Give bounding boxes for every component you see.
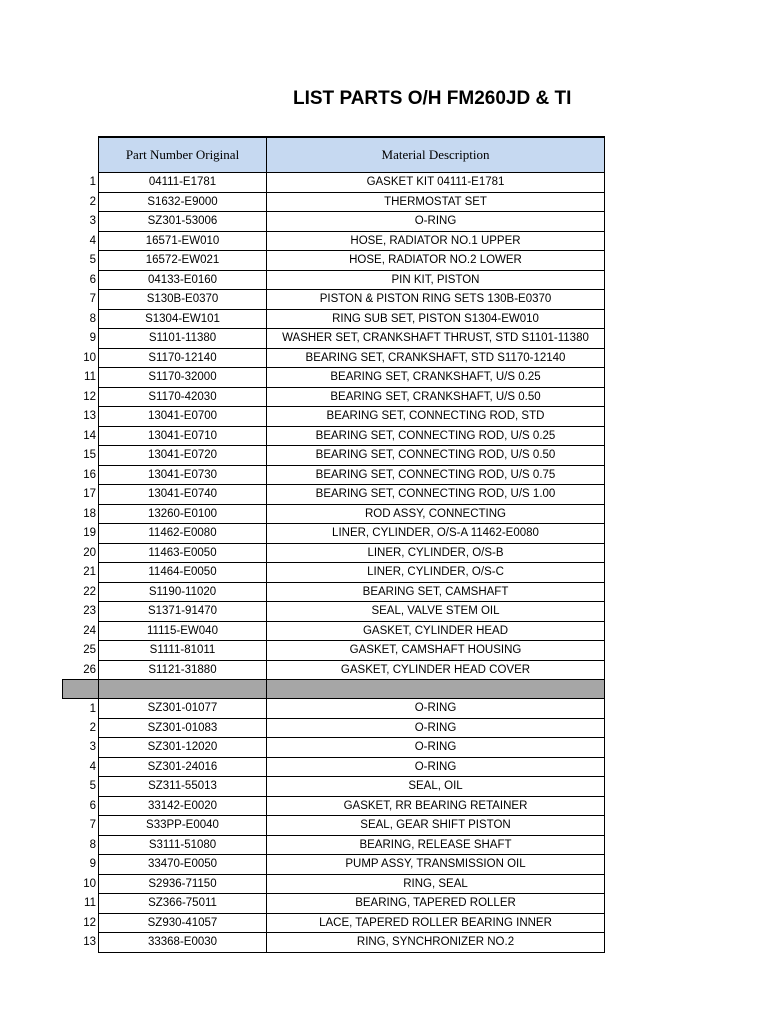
table-row [63, 718, 605, 738]
part-number-cell: S1170-32000 [99, 368, 267, 388]
description-cell: GASKET, CYLINDER HEAD COVER [267, 660, 605, 680]
row-number: 13 [63, 407, 99, 427]
table-row [63, 835, 605, 855]
row-number: 4 [63, 231, 99, 251]
table-row [63, 855, 605, 875]
row-number: 8 [63, 835, 99, 855]
part-number-cell: S1170-12140 [99, 348, 267, 368]
table-row [63, 738, 605, 758]
part-number-cell: SZ311-55013 [99, 777, 267, 797]
part-number-cell: SZ301-53006 [99, 212, 267, 232]
part-number-cell: S130B-E0370 [99, 290, 267, 310]
part-number-cell: 11463-E0050 [99, 543, 267, 563]
part-number-cell: S1632-E9000 [99, 192, 267, 212]
part-number-cell: 11462-E0080 [99, 524, 267, 544]
row-number: 11 [63, 894, 99, 914]
row-number: 15 [63, 446, 99, 466]
row-number: 25 [63, 641, 99, 661]
row-number: 7 [63, 290, 99, 310]
description-cell: GASKET, CYLINDER HEAD [267, 621, 605, 641]
table-row [63, 231, 605, 251]
row-number: 7 [63, 816, 99, 836]
row-number: 14 [63, 426, 99, 446]
description-cell: BEARING SET, CONNECTING ROD, U/S 0.25 [267, 426, 605, 446]
description-cell: SEAL, OIL [267, 777, 605, 797]
table-row [63, 913, 605, 933]
group-separator-row [63, 680, 605, 699]
description-cell: BEARING, RELEASE SHAFT [267, 835, 605, 855]
part-number-cell: 13041-E0730 [99, 465, 267, 485]
table-row [63, 368, 605, 388]
table-row [63, 504, 605, 524]
description-cell: BEARING SET, CONNECTING ROD, U/S 1.00 [267, 485, 605, 505]
description-cell: BEARING SET, CRANKSHAFT, U/S 0.25 [267, 368, 605, 388]
row-number: 13 [63, 933, 99, 953]
column-header-description: Material Description [267, 137, 605, 173]
table-row [63, 757, 605, 777]
table-row [63, 641, 605, 661]
description-cell: O-RING [267, 738, 605, 758]
row-number: 23 [63, 602, 99, 622]
row-number: 21 [63, 563, 99, 583]
table-row [63, 582, 605, 602]
row-number: 18 [63, 504, 99, 524]
table-row [63, 173, 605, 193]
part-number-cell: 33470-E0050 [99, 855, 267, 875]
separator-cell [63, 680, 99, 699]
table-row [63, 407, 605, 427]
table-row [63, 192, 605, 212]
row-number: 22 [63, 582, 99, 602]
table-row [63, 874, 605, 894]
description-cell: GASKET, CAMSHAFT HOUSING [267, 641, 605, 661]
part-number-cell: 11115-EW040 [99, 621, 267, 641]
description-cell: RING SUB SET, PISTON S1304-EW010 [267, 309, 605, 329]
description-cell: O-RING [267, 718, 605, 738]
part-number-cell: SZ366-75011 [99, 894, 267, 914]
row-number: 1 [63, 699, 99, 719]
description-cell: PISTON & PISTON RING SETS 130B-E0370 [267, 290, 605, 310]
part-number-cell: S1111-81011 [99, 641, 267, 661]
table-row [63, 894, 605, 914]
part-number-cell: 13041-E0700 [99, 407, 267, 427]
row-number: 19 [63, 524, 99, 544]
row-number: 12 [63, 387, 99, 407]
table-row [63, 602, 605, 622]
parts-table [62, 136, 605, 953]
row-number: 3 [63, 738, 99, 758]
separator-cell [99, 680, 267, 699]
table-row [63, 621, 605, 641]
description-cell: BEARING SET, CONNECTING ROD, U/S 0.50 [267, 446, 605, 466]
description-cell: BEARING SET, CAMSHAFT [267, 582, 605, 602]
table-row [63, 796, 605, 816]
part-number-cell: 16571-EW010 [99, 231, 267, 251]
description-cell: HOSE, RADIATOR NO.1 UPPER [267, 231, 605, 251]
part-number-cell: 11464-E0050 [99, 563, 267, 583]
row-number: 11 [63, 368, 99, 388]
description-cell: LINER, CYLINDER, O/S-C [267, 563, 605, 583]
description-cell: BEARING SET, CONNECTING ROD, STD [267, 407, 605, 427]
row-number: 26 [63, 660, 99, 680]
row-number: 3 [63, 212, 99, 232]
part-number-cell: 04133-E0160 [99, 270, 267, 290]
row-number: 9 [63, 329, 99, 349]
description-cell: ROD ASSY, CONNECTING [267, 504, 605, 524]
part-number-cell: SZ301-24016 [99, 757, 267, 777]
part-number-cell: 16572-EW021 [99, 251, 267, 271]
part-number-cell: SZ301-01077 [99, 699, 267, 719]
row-number: 2 [63, 192, 99, 212]
table-row [63, 426, 605, 446]
part-number-cell: 33368-E0030 [99, 933, 267, 953]
page-title: LIST PARTS O/H FM260JD & TI [293, 88, 572, 109]
row-number: 5 [63, 777, 99, 797]
part-number-cell: 04111-E1781 [99, 173, 267, 193]
part-number-cell: SZ301-12020 [99, 738, 267, 758]
row-number: 6 [63, 270, 99, 290]
description-cell: LACE, TAPERED ROLLER BEARING INNER [267, 913, 605, 933]
description-cell: RING, SEAL [267, 874, 605, 894]
description-cell: BEARING SET, CRANKSHAFT, U/S 0.50 [267, 387, 605, 407]
table-row [63, 543, 605, 563]
part-number-cell: 33142-E0020 [99, 796, 267, 816]
part-number-cell: S2936-71150 [99, 874, 267, 894]
part-number-cell: S3111-51080 [99, 835, 267, 855]
row-number: 5 [63, 251, 99, 271]
part-number-cell: 13041-E0710 [99, 426, 267, 446]
row-number: 4 [63, 757, 99, 777]
part-number-cell: 13260-E0100 [99, 504, 267, 524]
row-number: 10 [63, 874, 99, 894]
row-number: 2 [63, 718, 99, 738]
part-number-cell: SZ930-41057 [99, 913, 267, 933]
row-number: 9 [63, 855, 99, 875]
table-row [63, 309, 605, 329]
table-row [63, 485, 605, 505]
table-row [63, 933, 605, 953]
part-number-cell: S1170-42030 [99, 387, 267, 407]
description-cell: PUMP ASSY, TRANSMISSION OIL [267, 855, 605, 875]
table-row [63, 465, 605, 485]
table-row [63, 563, 605, 583]
row-number: 16 [63, 465, 99, 485]
part-number-cell: 13041-E0720 [99, 446, 267, 466]
row-number: 1 [63, 173, 99, 193]
table-row [63, 290, 605, 310]
table-row [63, 816, 605, 836]
row-number: 20 [63, 543, 99, 563]
part-number-cell: 13041-E0740 [99, 485, 267, 505]
part-number-cell: S1304-EW101 [99, 309, 267, 329]
description-cell: THERMOSTAT SET [267, 192, 605, 212]
row-number: 8 [63, 309, 99, 329]
description-cell: RING, SYNCHRONIZER NO.2 [267, 933, 605, 953]
description-cell: LINER, CYLINDER, O/S-A 11462-E0080 [267, 524, 605, 544]
description-cell: O-RING [267, 699, 605, 719]
table-row [63, 446, 605, 466]
table-row [63, 777, 605, 797]
description-cell: GASKET KIT 04111-E1781 [267, 173, 605, 193]
row-number: 12 [63, 913, 99, 933]
row-number: 24 [63, 621, 99, 641]
description-cell: PIN KIT, PISTON [267, 270, 605, 290]
part-number-cell: S1190-11020 [99, 582, 267, 602]
description-cell: GASKET, RR BEARING RETAINER [267, 796, 605, 816]
table-row [63, 270, 605, 290]
table-row [63, 329, 605, 349]
description-cell: LINER, CYLINDER, O/S-B [267, 543, 605, 563]
parts-table-body [63, 137, 605, 952]
part-number-cell: S33PP-E0040 [99, 816, 267, 836]
table-row [63, 699, 605, 719]
description-cell: BEARING SET, CRANKSHAFT, STD S1170-12140 [267, 348, 605, 368]
separator-cell [267, 680, 605, 699]
description-cell: BEARING, TAPERED ROLLER [267, 894, 605, 914]
description-cell: WASHER SET, CRANKSHAFT THRUST, STD S1101-11380 [267, 329, 605, 349]
description-cell: O-RING [267, 212, 605, 232]
table-row [63, 660, 605, 680]
part-number-cell: S1101-11380 [99, 329, 267, 349]
part-number-cell: SZ301-01083 [99, 718, 267, 738]
table-row [63, 348, 605, 368]
description-cell: HOSE, RADIATOR NO.2 LOWER [267, 251, 605, 271]
description-cell: SEAL, GEAR SHIFT PISTON [267, 816, 605, 836]
description-cell: BEARING SET, CONNECTING ROD, U/S 0.75 [267, 465, 605, 485]
column-header-part-number: Part Number Original [99, 137, 267, 173]
table-row [63, 251, 605, 271]
part-number-cell: S1121-31880 [99, 660, 267, 680]
table-row [63, 387, 605, 407]
row-number: 10 [63, 348, 99, 368]
description-cell: SEAL, VALVE STEM OIL [267, 602, 605, 622]
row-number: 6 [63, 796, 99, 816]
row-number: 17 [63, 485, 99, 505]
header-row-number-cell [63, 137, 99, 173]
part-number-cell: S1371-91470 [99, 602, 267, 622]
table-row [63, 524, 605, 544]
table-header-row [63, 137, 605, 173]
description-cell: O-RING [267, 757, 605, 777]
table-row [63, 212, 605, 232]
